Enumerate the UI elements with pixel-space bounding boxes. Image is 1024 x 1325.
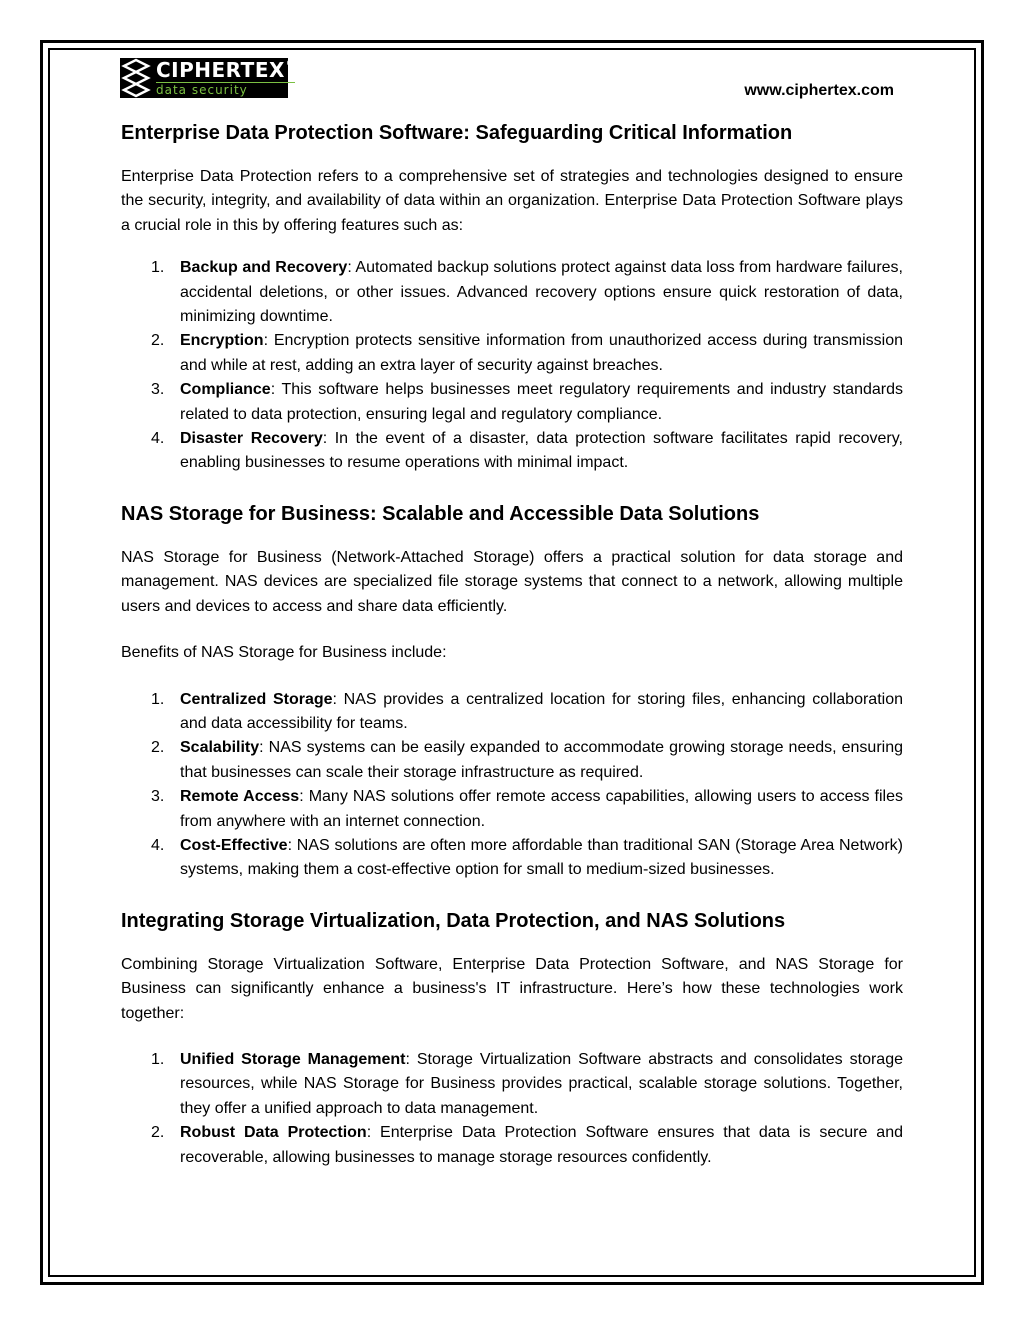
ciphertex-logo [120, 58, 296, 98]
list-text: : This software helps businesses meet regulatory requirements and industry standards related to data protection, ensuring legal and regulatory compliance. [180, 381, 903, 423]
logo-tagline: data security [156, 82, 295, 96]
list-item [121, 1048, 903, 1121]
logo-registered-mark: ® [285, 59, 296, 69]
list-number: 2. [151, 739, 165, 757]
list-text: : NAS systems can be easily expanded to accommodate growing storage needs, ensuring that businesses can scale their storage infrastructure as required. [180, 739, 903, 781]
list-term: Unified Storage Management [180, 1050, 406, 1068]
list-number: 1. [151, 690, 165, 708]
section-heading-integrating-solutions: Integrating Storage Virtualization, Data Protection, and NAS Solutions [121, 909, 786, 932]
list-term: Centralized Storage [180, 690, 333, 708]
list-number: 1. [151, 259, 165, 277]
list-number: 4. [151, 430, 165, 448]
list-text: : NAS solutions are often more affordable than traditional SAN (Storage Area Network) systems, making them a cost-effective option for small to medium-sized businesses. [180, 836, 903, 879]
list-text: : In the event of a disaster, data protection software facilitates rapid recovery, enabling businesses to resume operations with minimal impact. [180, 430, 904, 472]
list-text: : Enterprise Data Protection Software ensures that data is secure and recoverable, allowing businesses to manage storage resources confidently. [180, 1124, 903, 1166]
list-item [121, 329, 903, 378]
list-term: Disaster Recovery [180, 430, 323, 448]
list-item [121, 1121, 903, 1170]
ciphertex-logo-icon [120, 58, 154, 98]
benefit-list [121, 688, 903, 883]
website-url: www.ciphertex.com [744, 82, 894, 99]
section-intro: NAS Storage for Business (Network-Attached Storage) offers a practical solution for data storage and management. NAS devices are specialized file storage systems that connect to a network, allowing multiple users and devices to access and share data efficiently. [121, 548, 903, 615]
section-heading-nas-storage: NAS Storage for Business: Scalable and Accessible Data Solutions [121, 502, 760, 525]
section-intro: Enterprise Data Protection refers to a comprehensive set of strategies and technologies designed to ensure the security, integrity, and availability of data within an organization. Enterprise Data Protection Software plays a crucial role in this by offering features such as: [121, 168, 903, 234]
list-term: Compliance [180, 381, 271, 399]
feature-list [121, 256, 903, 476]
list-text: : Storage Virtualization Software abstracts and consolidates storage resources, while NAS Storage for Business provides practical, scalable storage solutions. Together, they offer a unified approach to data management. [180, 1050, 903, 1117]
list-number: 2. [151, 332, 165, 350]
list-term: Scalability [180, 739, 260, 757]
list-number: 3. [151, 381, 165, 399]
list-term: Cost-Effective [180, 836, 288, 854]
integration-list [121, 1048, 903, 1170]
list-item [121, 736, 903, 785]
list-term: Backup and Recovery [180, 259, 348, 277]
list-item [121, 427, 903, 476]
list-item [121, 256, 903, 329]
list-item [121, 688, 903, 737]
section-intro: Combining Storage Virtualization Software, Enterprise Data Protection Software, and NAS Storage for Business can significantly enhance a business's IT infrastructure. Here’s how these technologies work together: [121, 955, 903, 1022]
logo-name: CIPHERTEX [156, 58, 285, 82]
section-intro-benefits: Benefits of NAS Storage for Business include: [121, 644, 447, 662]
list-item [121, 378, 903, 427]
list-number: 4. [151, 836, 165, 854]
list-term: Encryption [180, 332, 264, 350]
list-text: : Many NAS solutions offer remote access capabilities, allowing users to access files from anywhere with an internet connection. [180, 788, 904, 830]
list-item [121, 785, 903, 834]
logo-wordmark [156, 60, 295, 80]
list-text: : NAS provides a centralized location for storing files, enhancing collaboration and data accessibility for teams. [180, 690, 904, 732]
list-term: Robust Data Protection [180, 1124, 367, 1142]
list-text: : Automated backup solutions protect against data loss from hardware failures, accidental deletions, or other issues. Advanced recovery options ensure quick restoration of data, minimizing downtime. [180, 259, 903, 326]
list-number: 2. [151, 1124, 165, 1142]
section-heading-enterprise-data-protection: Enterprise Data Protection Software: Safeguarding Critical Information [121, 122, 793, 144]
list-number: 1. [151, 1050, 165, 1068]
list-text: : Encryption protects sensitive information from unauthorized access during transmission and while at rest, adding an extra layer of security against breaches. [180, 332, 903, 374]
list-item [121, 834, 903, 883]
list-term: Remote Access [180, 788, 300, 806]
document-body [121, 119, 903, 1170]
list-number: 3. [151, 788, 165, 806]
